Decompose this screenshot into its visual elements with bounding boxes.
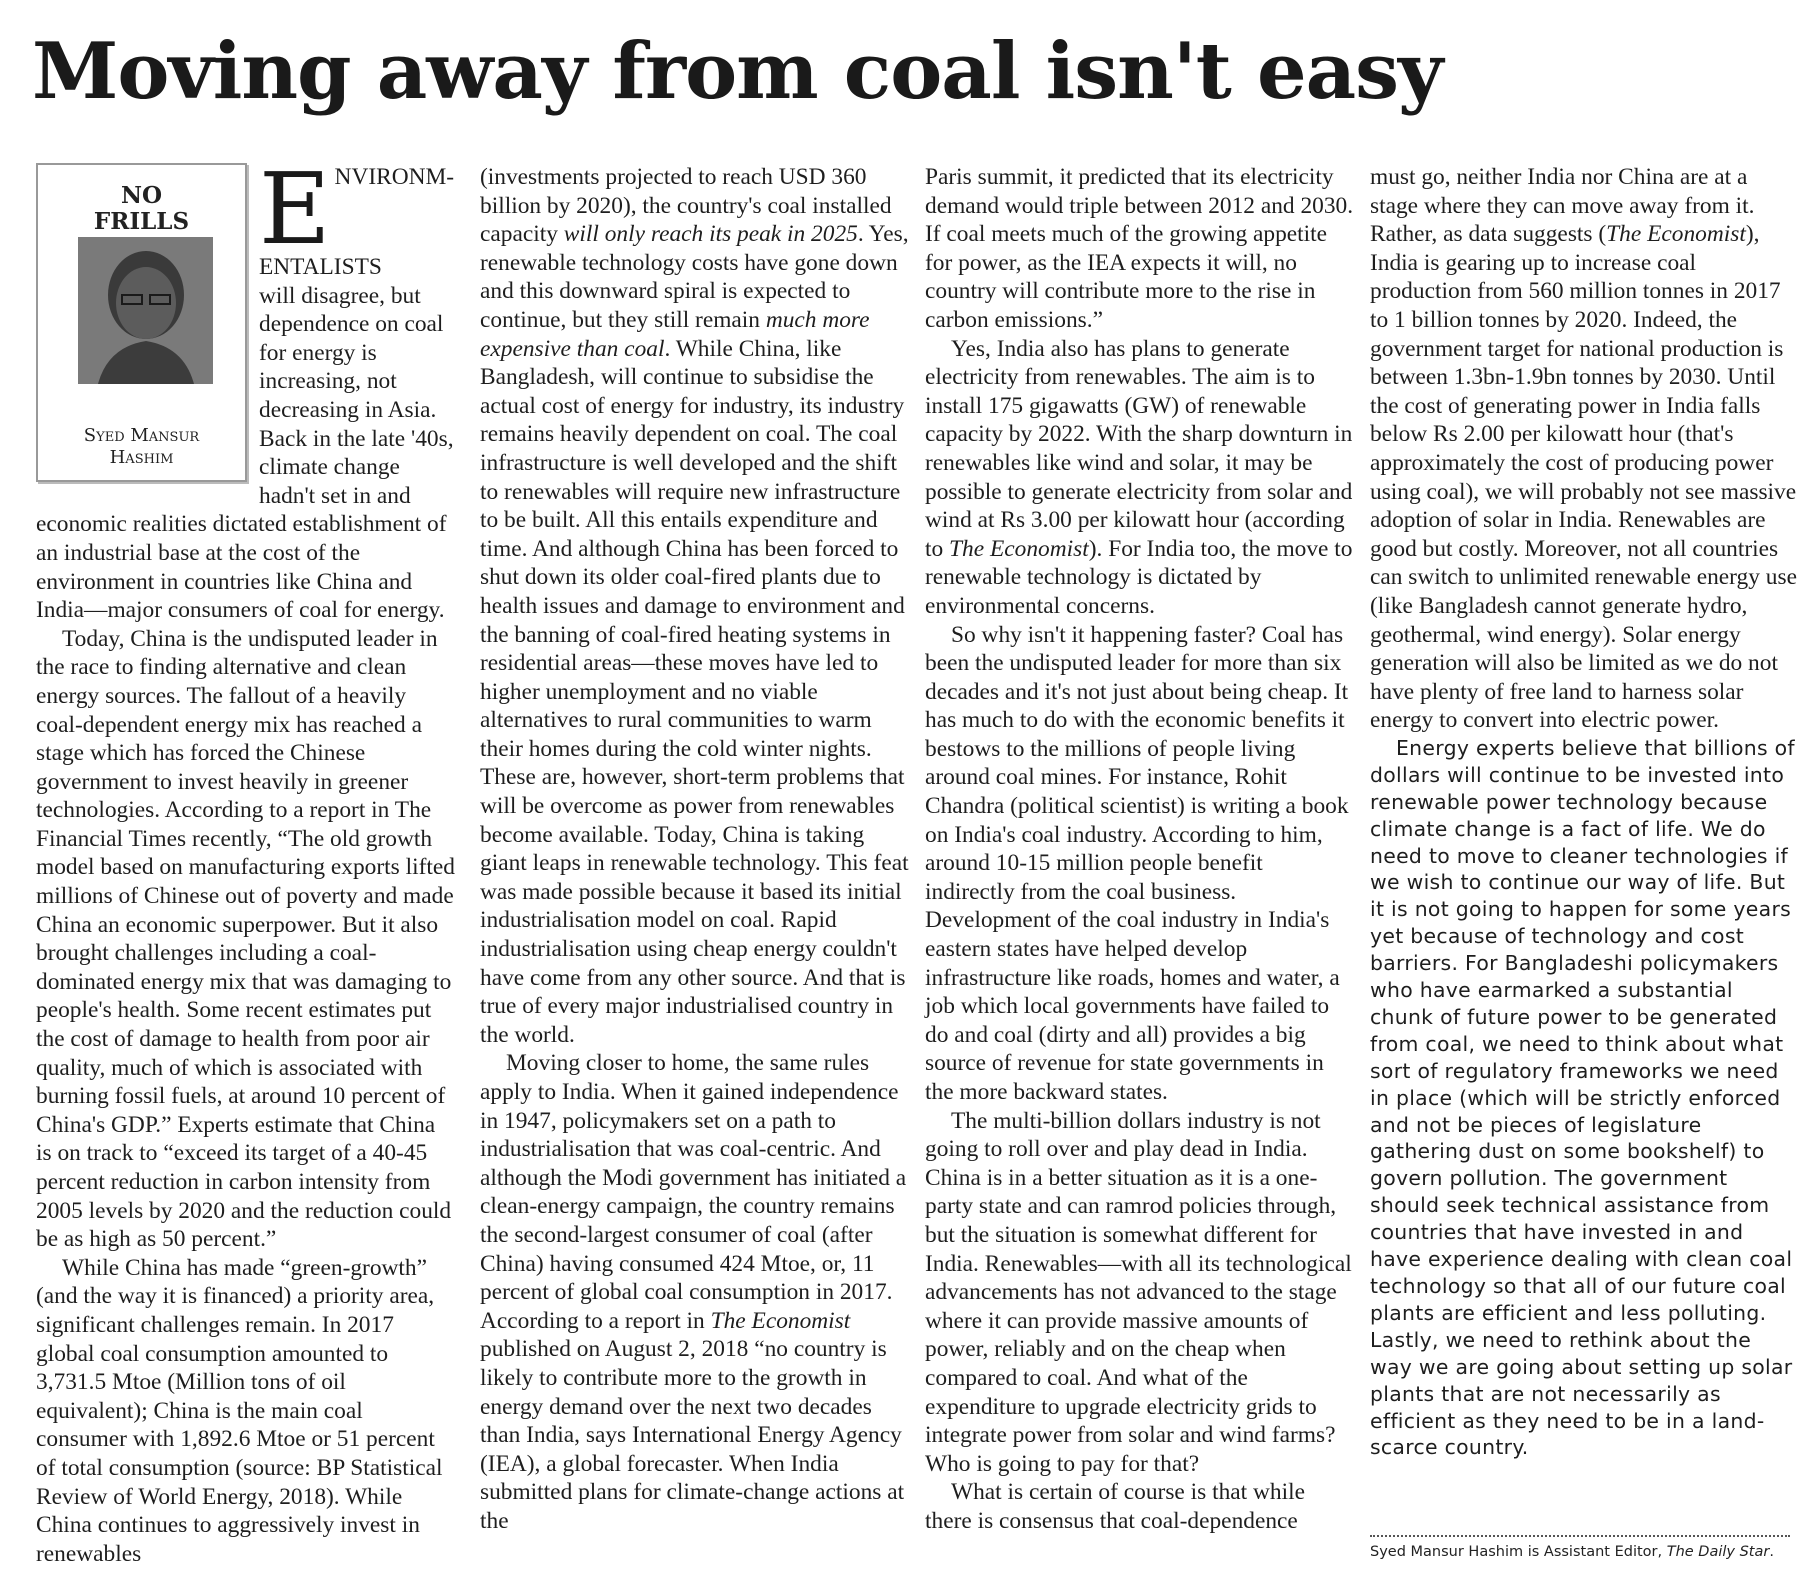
text-run: (investments projected to reach USD 360 billion by 2020), the country's coal installed capacity <box>480 164 892 248</box>
column-4 <box>1370 163 1799 1461</box>
paragraph-4 <box>480 1049 910 1535</box>
paragraph-6: So why isn't it happening faster? Coal has been the undisputed leader for more than six decades and it's not just about being cheap. It has much to do with the economic benefits it bestows to the millions of people living around coal mines. For instance, Rohit Chandra (political scientist) is writing a book on India's coal industry. According to him, around 10-15 million people benefit indirectly from the coal business. Development of the coal industry in India's eastern states have helped develop infrastructure like roads, homes and water, a job which local governments have failed to do and coal (dirty and all) provides a big source of revenue for state governments in the more backward states. <box>925 621 1349 1105</box>
column-2 <box>480 163 910 1536</box>
text-run: . While China, like Bangladesh, will continue to subsidise the actual cost of energy for industry, its industry remains heavily dependent on coal. The coal infrastructure is well developed and the shift to renewables will require new infrastructure to be built. All this entails expenditure and time. And although China has been forced to shut down its older coal-fired plants due to health issues and damage to environment and the banning of coal-fired heating systems in residential areas—these moves have led to higher unemployment and no viable alternatives to rural communities to warm their homes during the cold winter nights. These are, however, short-term problems that will be overcome as power from renewables become available. Today, China is taking giant leaps in renewable technology. This feat was made possible because it based its initial industrialisation model on coal. Rapid industrialisation using cheap energy couldn't have come from any other source. And that is true of every major industrialised country in the world. <box>480 335 909 1048</box>
text-run: ), India is gearing up to increase coal production from 560 million tonnes in 2017 to 1 billion tonnes by 2020. Indeed, the government target for national production is between 1.3bn-1.9bn tonnes by 2030. Until the cost of generating power in India falls below Rs 2.00 per kilowatt hour (that's approximately the cost of producing power using coal), we will probably not see massive adoption of solar in India. Renewables are good but costly. Moreover, not all countries can switch to unlimited renewable energy use (like Bangladesh cannot generate hydro, geothermal, wind energy). Solar energy generation will also be limited as we do not have plenty of free land to harness solar energy to convert into electric power. <box>1370 221 1797 734</box>
paragraph-2: Today, China is the undisputed leader in the race to finding alternative and clean energy sources. The fallout of a heavily coal-dependent energy mix has reached a stage which has forced the Chinese government to invest heavily in greener technologies. According to a report in The Financial Times recently, “The old growth model based on manufacturing exports lifted millions of Chinese out of poverty and made China an economic superpower. But it also brought challenges including a coal-dominated energy mix that was damaging to people's health. Some recent estimates put the cost of damage to health from poor air quality, much of which is associated with burning fossil fuels, at around 10 percent of China's GDP.” Experts estimate that China is on track to “exceed its target of a 40-45 percent reduction in carbon intensity from 2005 levels by 2020 and the reduction could be as high as 50 percent.” <box>36 625 455 1253</box>
author-name-line-1: Syed Mansur <box>83 425 200 446</box>
byline-end: . <box>1769 1544 1774 1560</box>
author-name <box>38 425 245 469</box>
brand-line-1: NO <box>120 182 163 209</box>
paragraph-8-continued <box>1370 163 1799 735</box>
intro-line-1: NVIRONM- <box>334 164 455 190</box>
emphasis: will only reach its peak in 2025 <box>563 221 858 248</box>
drop-cap: E <box>259 153 331 267</box>
author-name-line-2: Hashim <box>109 447 174 468</box>
intro-line-3: will <box>259 282 296 309</box>
text-run: . Yes, renewable technology costs have gone down and this downward spiral is expected to continue, but they still remain <box>480 221 909 333</box>
paragraph-5 <box>925 335 1355 621</box>
column-brand <box>38 183 245 235</box>
text-run: Yes, India also has plans to generate electricity from renewables. The aim is to install 175 gigawatts (GW) of renewable capacity by 2022. With the sharp downturn in renewables like wind and solar, it may be possible to generate electricity from solar and wind at Rs 3.00 per kilowatt hour (according to <box>925 335 1353 562</box>
emphasis: much more expensive than coal <box>480 306 870 362</box>
byline-publication: The Daily Star <box>1666 1544 1770 1560</box>
text-run: must go, neither India nor China are at a stage where they can move away from it. Rather, as data suggests ( <box>1370 164 1755 248</box>
text-run: published on August 2, 2018 “no country is likely to contribute more to the growth in energy demand over the next two decades than India, says International Energy Agency (IEA), a global forecaster. When India submitted plans for climate-change actions at the <box>480 1336 905 1534</box>
text-run: ). For India too, the move to renewable technology is dictated by environmental concerns. <box>925 535 1353 619</box>
text-run: Moving closer to home, the same rules apply to India. When it gained independence in 1947, policymakers set on a path to industrialisation that was coal-centric. And although the Modi government has initiated a clean-energy campaign, the country remains the second-largest consumer of coal (after China) having consumed 424 Mtoe, or, 11 percent of global coal consumption in 2017. According to a report in <box>480 1050 907 1334</box>
author-portrait-icon <box>78 237 213 384</box>
column-3 <box>925 163 1355 1536</box>
author-photo <box>78 237 213 384</box>
emphasis: The Economist <box>710 1307 851 1334</box>
paragraph-4-continued: Paris summit, it predicted that its electricity demand would triple between 2012 and 2030. If coal meets much of the growing appetite for power, as the IEA expects it will, no country will contribute more to the rise in carbon emissions.” <box>925 164 1354 333</box>
intro-rest: disagree, but dependence on coal for energy is increasing, not decreasing in Asia. Back in the late '40s, climate change hadn't set in and economic realities dictated establishment of an industrial base at the cost of the environment in countries like China and India—major consumers of coal for energy. <box>36 282 454 624</box>
no-frills-box <box>36 163 247 482</box>
headline: Moving away from coal isn't easy <box>32 26 1443 117</box>
byline-text: Syed Mansur Hashim is Assistant Editor, <box>1370 1544 1667 1560</box>
paragraph-9: Energy experts believe that billions of dollars will continue to be invested into renewable power technology because climate change is a fact of life. We do need to move to cleaner technologies if we wish to continue our way of life. But it is not going to happen for some years yet because of technology and cost barriers. For Bangladeshi policymakers who have earmarked a substantial chunk of future power to be generated from coal, we need to think about what sort of regulatory frameworks we need in place (which will be strictly enforced and not be pieces of legislature gathering dust on some bookshelf) to govern pollution. The government should seek technical assistance from countries that have invested in and have experience dealing with clean coal technology so that all of our future coal plants are efficient and less polluting. Lastly, we need to rethink about the way we are going about setting up solar plants that are not necessarily as efficient as they need to be in a land-scarce country. <box>1370 735 1795 1460</box>
emphasis: The Economist <box>1606 221 1746 248</box>
paragraph-8: What is certain of course is that while there is consensus that coal-dependence <box>925 1479 1305 1534</box>
paragraph-3: While China has made “green-growth” (and the way it is financed) a priority area, significant challenges remain. In 2017 global coal consumption amounted to 3,731.5 Mtoe (Million tons of oil equivalent); China is the main coal consumer with 1,892.6 Mtoe or 51 percent of total consumption (source: BP Statistical Review of World Energy, 2018). While China continues to aggressively invest in renewables <box>36 1254 443 1567</box>
brand-line-2: FRILLS <box>93 208 190 235</box>
column-1 <box>36 153 456 1568</box>
intro-line-2: ENTALISTS <box>259 254 382 280</box>
author-byline <box>1370 1535 1790 1561</box>
paragraph-7: The multi-billion dollars industry is not going to roll over and play dead in India. China is in a better situation as it is a one-party state and can ramrod policies through, but the situation is somewhat different for India. Renewables—with all its technological advancements has not advanced to the stage where it can provide massive amounts of power, reliably and on the cheap when compared to coal. And what of the expenditure to upgrade electricity grids to integrate power from solar and wind farms? Who is going to pay for that? <box>925 1107 1352 1477</box>
paragraph-3-continued <box>480 163 910 1049</box>
emphasis: The Economist <box>949 535 1089 562</box>
column-box <box>36 163 249 484</box>
